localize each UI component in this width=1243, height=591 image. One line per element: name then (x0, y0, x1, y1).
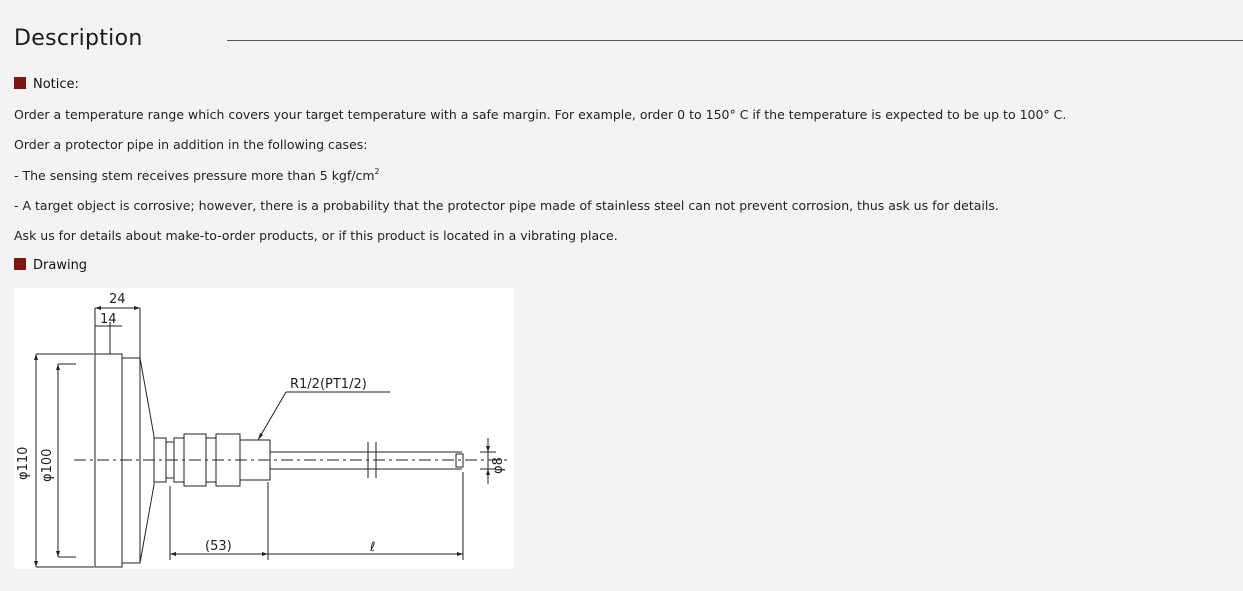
notice-line-3-text: - The sensing stem receives pressure more than 5 kgf/cm (14, 168, 375, 183)
thermometer-drawing-svg (14, 288, 514, 569)
description-header (14, 24, 1243, 56)
thread-spec-label: R1/2(PT1/2) (290, 377, 367, 392)
notice-line-1: Order a temperature range which covers your target temperature with a safe margin. For example, order 0 to 150° C if the temperature is expected to be up to 100° C. (14, 107, 1067, 122)
title-divider (227, 40, 1243, 41)
notice-line-2: Order a protector pipe in addition in the following cases: (14, 137, 368, 152)
notice-line-3-superscript: 2 (374, 167, 380, 176)
dim-24-label: 24 (109, 292, 126, 307)
page-title: Description (14, 26, 143, 51)
dia-100-label: φ100 (40, 448, 55, 482)
length-53-label: (53) (205, 539, 232, 554)
drawing-heading (14, 258, 87, 273)
notice-heading (14, 77, 79, 92)
notice-line-5: Ask us for details about make-to-order products, or if this product is located in a vibrating place. (14, 228, 618, 243)
dia-8-label: φ8 (491, 457, 506, 474)
section-marker-icon (14, 77, 26, 89)
notice-line-3 (14, 167, 380, 183)
drawing-heading-label: Drawing (33, 258, 88, 273)
dia-110-label: φ110 (16, 446, 31, 480)
length-l-label: ℓ (370, 540, 376, 555)
notice-line-4: - A target object is corrosive; however, there is a probability that the protector pipe made of stainless steel can not prevent corrosion, thus ask us for details. (14, 198, 999, 213)
technical-drawing (14, 288, 514, 569)
notice-heading-label: Notice: (33, 77, 79, 92)
dim-14-label: 14 (100, 312, 117, 327)
section-marker-icon (14, 258, 26, 270)
